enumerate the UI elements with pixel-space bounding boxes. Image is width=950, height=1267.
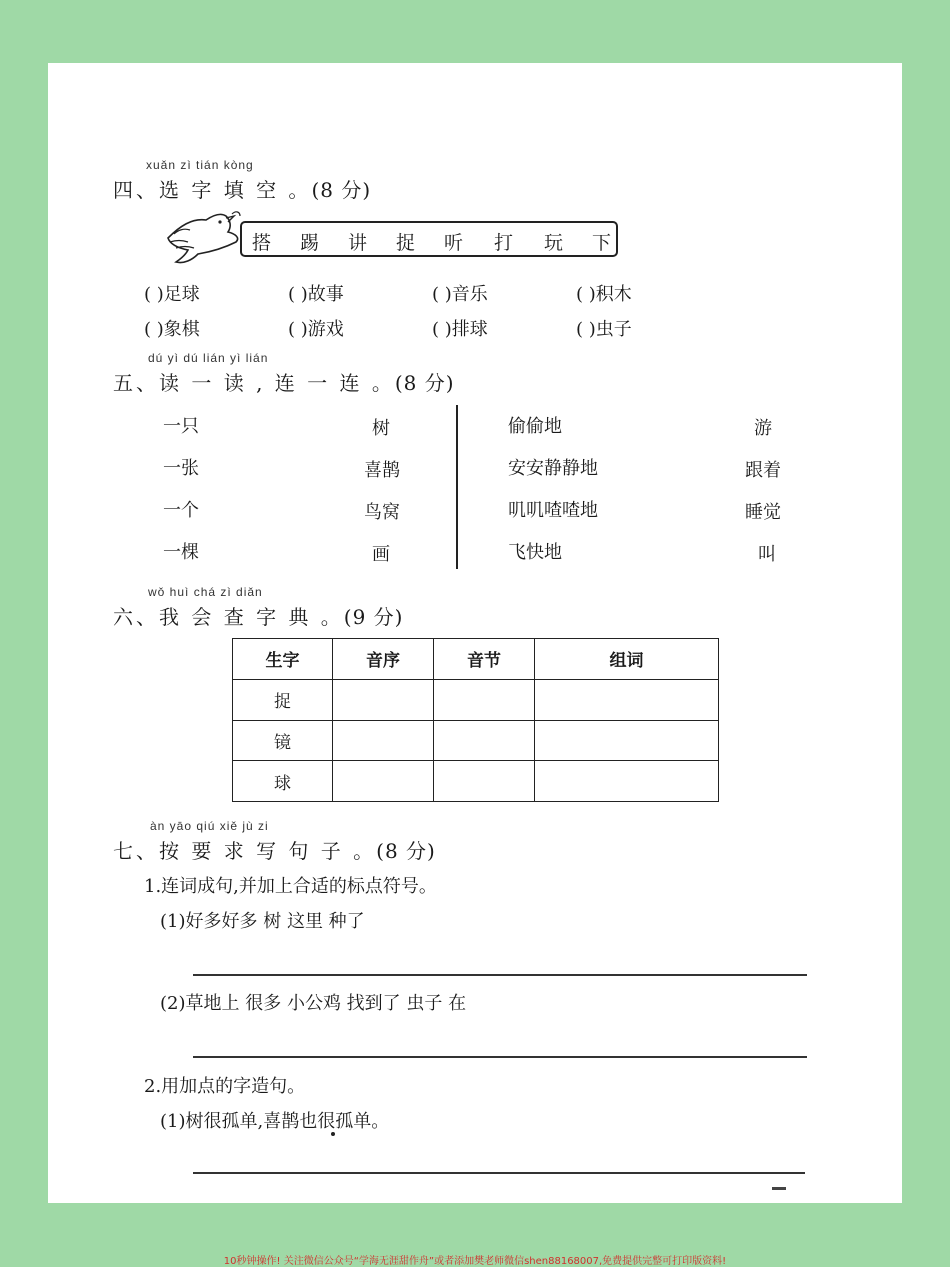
table-cell-blank[interactable] (434, 761, 535, 802)
section6-title: 六、我 会 查 字 典 。(9 分) (113, 605, 404, 629)
answer-line[interactable] (193, 974, 807, 976)
match-left-b[interactable]: 鸟窝 (364, 502, 400, 523)
section4-title: 四、选 字 填 空 。(8 分) (113, 178, 372, 202)
fill-blank-item[interactable]: ( )游戏 (288, 319, 344, 340)
section5-title: 五、读 一 读 , 连 一 连 。(8 分) (113, 371, 455, 395)
section6-pinyin: wǒ huì chá zì diǎn (148, 585, 263, 599)
word-choice: 玩 (544, 232, 564, 254)
match-right-a[interactable]: 安安静静地 (508, 458, 598, 479)
page-mark (772, 1187, 786, 1190)
table-cell-blank[interactable] (535, 761, 719, 802)
table-cell-blank[interactable] (434, 679, 535, 720)
question-2: 2.用加点的字造句。 (144, 1076, 306, 1097)
fill-blank-item[interactable]: ( )积木 (576, 284, 632, 305)
section5-pinyin: dú yì dú lián yì lián (148, 351, 269, 365)
match-right-b[interactable]: 游 (754, 418, 772, 439)
table-cell-blank[interactable] (434, 720, 535, 761)
word-choice-box (240, 221, 618, 257)
table-row (233, 720, 719, 761)
fill-blank-item[interactable]: ( )故事 (288, 284, 344, 305)
fill-blank-item[interactable]: ( )虫子 (576, 319, 632, 340)
match-right-a[interactable]: 偷偷地 (508, 416, 562, 437)
table-cell-blank[interactable] (535, 720, 719, 761)
word-choice: 下 (592, 232, 612, 254)
section7-pinyin: àn yāo qiú xiě jù zi (150, 819, 269, 833)
table-header: 组词 (535, 639, 719, 680)
match-left-b[interactable]: 画 (372, 544, 390, 565)
fill-blank-item[interactable]: ( )足球 (144, 284, 200, 305)
word-choice: 讲 (348, 232, 368, 254)
match-left-b[interactable]: 喜鹊 (364, 460, 400, 481)
match-right-b[interactable]: 跟着 (745, 460, 781, 481)
fill-blank-item[interactable]: ( )音乐 (432, 284, 488, 305)
table-cell-blank[interactable] (333, 720, 434, 761)
emphasis-dot (331, 1132, 335, 1136)
word-choice: 听 (444, 232, 464, 254)
word-choice: 踢 (300, 232, 320, 254)
answer-line[interactable] (193, 1056, 807, 1058)
table-cell-blank[interactable] (333, 679, 434, 720)
table-cell-char: 镜 (233, 720, 333, 761)
match-right-b[interactable]: 叫 (758, 544, 776, 565)
match-right-a[interactable]: 飞快地 (508, 542, 562, 563)
footer-notice: 10秒钟操作! 关注微信公众号“学海无涯甜作舟”或者添加樊老师微信shen88168007,免费提供完整可打印版资料! (223, 1256, 727, 1267)
table-header: 音节 (434, 639, 535, 680)
table-row (233, 761, 719, 802)
column-divider (456, 405, 458, 569)
table-cell-char: 球 (233, 761, 333, 802)
match-left-a[interactable]: 一张 (163, 458, 199, 479)
table-cell-blank[interactable] (535, 679, 719, 720)
match-left-a[interactable]: 一棵 (163, 542, 199, 563)
word-choice: 打 (494, 232, 514, 254)
section7-title: 七、按 要 求 写 句 子 。(8 分) (113, 839, 436, 863)
table-header: 音序 (333, 639, 434, 680)
match-left-a[interactable]: 一只 (163, 416, 199, 437)
match-right-b[interactable]: 睡觉 (745, 502, 781, 523)
match-right-a[interactable]: 叽叽喳喳地 (508, 500, 598, 521)
match-left-b[interactable]: 树 (372, 418, 390, 439)
question-2-1: (1)树很孤单,喜鹊也很孤单。 (160, 1111, 390, 1132)
question-1: 1.连词成句,并加上合适的标点符号。 (144, 876, 437, 897)
dictionary-table (232, 638, 719, 802)
question-1-2: (2)草地上 很多 小公鸡 找到了 虫子 在 (160, 993, 467, 1014)
table-cell-char: 捉 (233, 679, 333, 720)
answer-line[interactable] (193, 1172, 805, 1174)
fill-blank-item[interactable]: ( )象棋 (144, 319, 200, 340)
table-header: 生字 (233, 639, 333, 680)
match-left-a[interactable]: 一个 (163, 500, 199, 521)
section4-pinyin: xuǎn zì tián kòng (146, 158, 254, 172)
table-cell-blank[interactable] (333, 761, 434, 802)
table-row (233, 679, 719, 720)
question-1-1: (1)好多好多 树 这里 种了 (160, 911, 365, 932)
dove-icon (162, 208, 244, 266)
word-choice: 搭 (252, 232, 272, 254)
fill-blank-item[interactable]: ( )排球 (432, 319, 488, 340)
word-choice: 捉 (396, 232, 416, 254)
